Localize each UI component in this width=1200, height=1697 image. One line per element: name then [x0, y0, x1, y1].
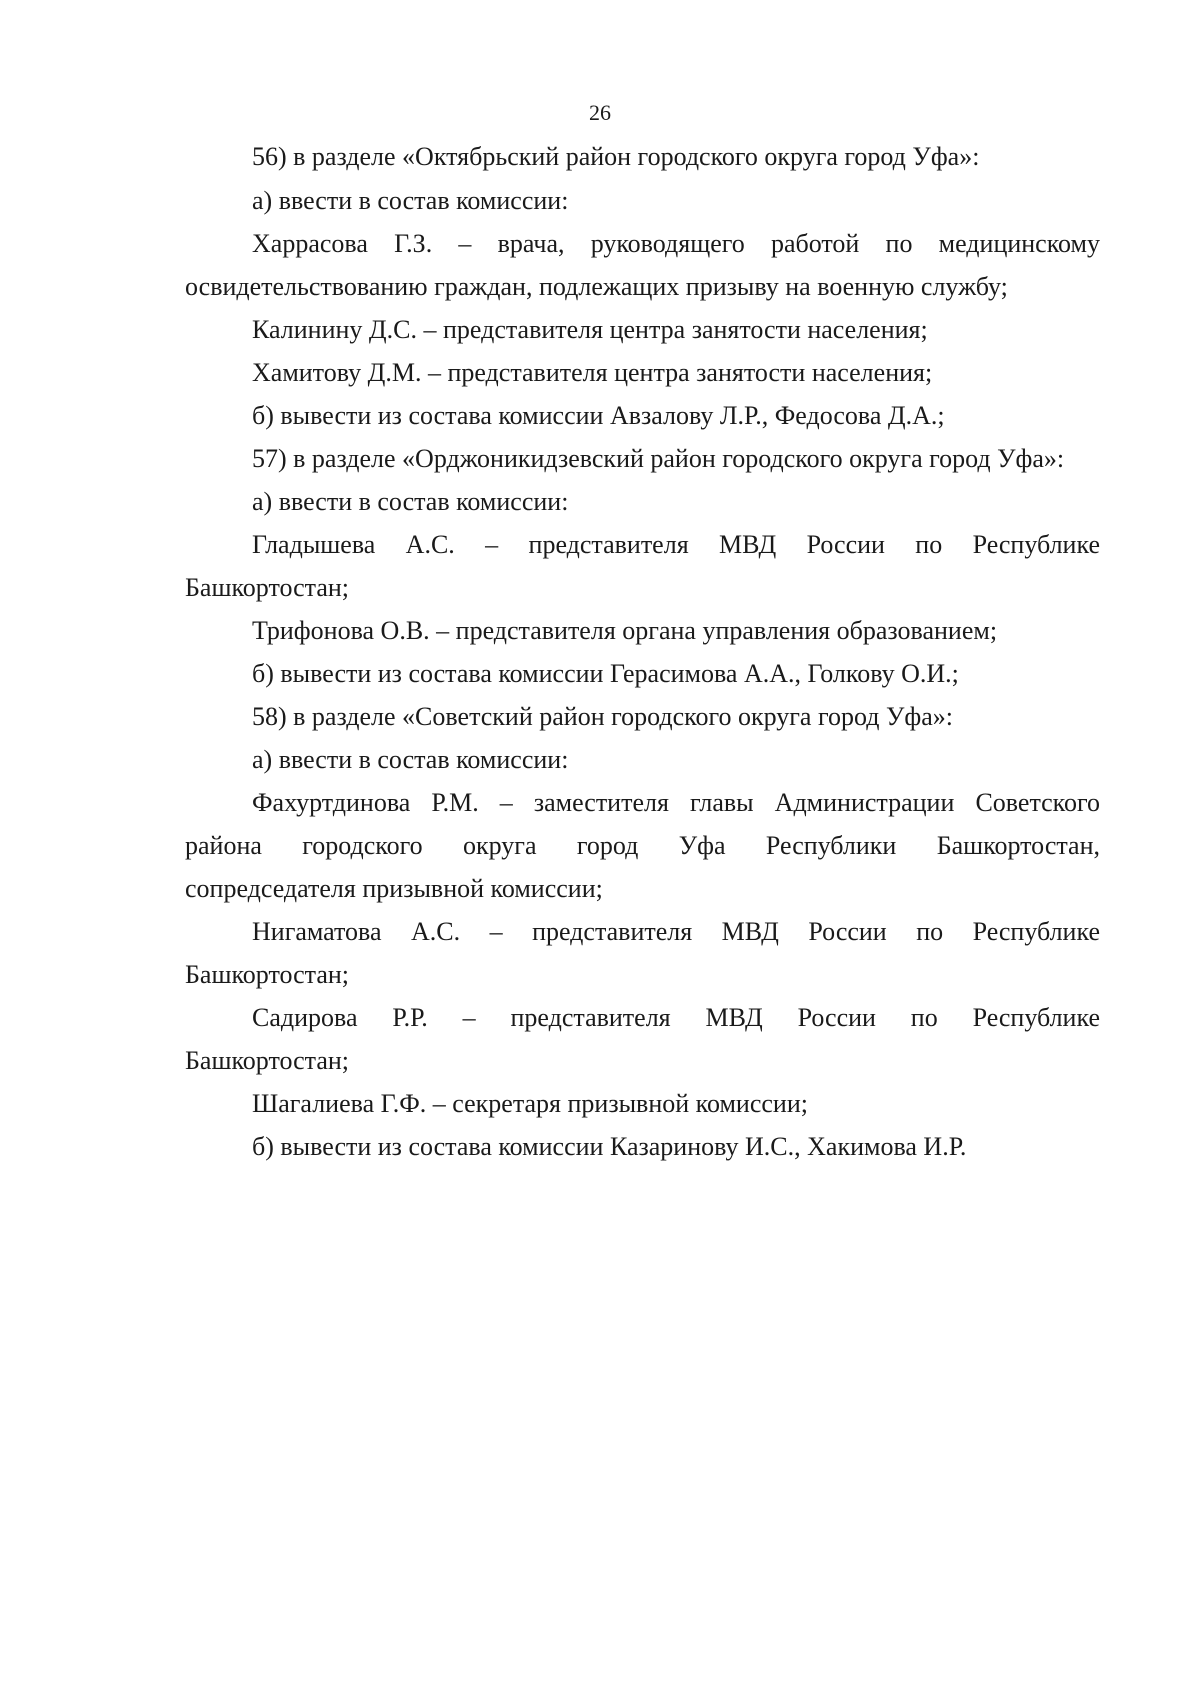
item-58-heading: 58) в разделе «Советский район городского округа город Уфа»: — [252, 702, 953, 731]
item-56-heading: 56) в разделе «Октябрьский район городского округа город Уфа»: — [252, 142, 980, 171]
item-58a-heading: а) ввести в состав комиссии: — [252, 745, 569, 774]
item-56a3: Хамитову Д.М. – представителя центра занятости населения; — [252, 358, 933, 387]
item-58a3-line1: Садирова Р.Р. – представителя МВД России по Республике — [252, 1003, 1100, 1032]
page-number: 26 — [589, 100, 611, 125]
item-57b: б) вывести из состава комиссии Герасимова А.А., Голкову О.И.; — [252, 659, 959, 688]
item-57a1-line1: Гладышева А.С. – представителя МВД России по Республике — [252, 530, 1100, 559]
item-56a1-line2: освидетельствованию граждан, подлежащих призыву на военную службу; — [185, 272, 1008, 301]
item-57a2: Трифонова О.В. – представителя органа управления образованием; — [252, 616, 998, 645]
item-58a2-line2: Башкортостан; — [185, 960, 350, 989]
item-58a1-line3: сопредседателя призывной комиссии; — [185, 874, 603, 903]
item-58a4: Шагалиева Г.Ф. – секретаря призывной комиссии; — [252, 1089, 808, 1118]
item-56a2: Калинину Д.С. – представителя центра занятости населения; — [252, 315, 928, 344]
item-58a1-line1: Фахуртдинова Р.М. – заместителя главы Администрации Советского — [252, 788, 1100, 817]
item-56b: б) вывести из состава комиссии Авзалову Л.Р., Федосова Д.А.; — [252, 401, 945, 430]
item-57a1-line2: Башкортостан; — [185, 573, 350, 602]
item-56a1-line1: Харрасова Г.З. – врача, руководящего работой по медицинскому — [252, 229, 1100, 258]
item-56a-heading: а) ввести в состав комиссии: — [252, 186, 569, 215]
item-58b: б) вывести из состава комиссии Казаринову И.С., Хакимова И.Р. — [252, 1132, 967, 1161]
item-58a1-line2: района городского округа город Уфа Республики Башкортостан, — [185, 831, 1100, 860]
item-57-heading: 57) в разделе «Орджоникидзевский район городского округа город Уфа»: — [252, 444, 1065, 473]
item-58a3-line2: Башкортостан; — [185, 1046, 350, 1075]
item-58a2-line1: Нигаматова А.С. – представителя МВД России по Республике — [252, 917, 1100, 946]
item-57a-heading: а) ввести в состав комиссии: — [252, 487, 569, 516]
